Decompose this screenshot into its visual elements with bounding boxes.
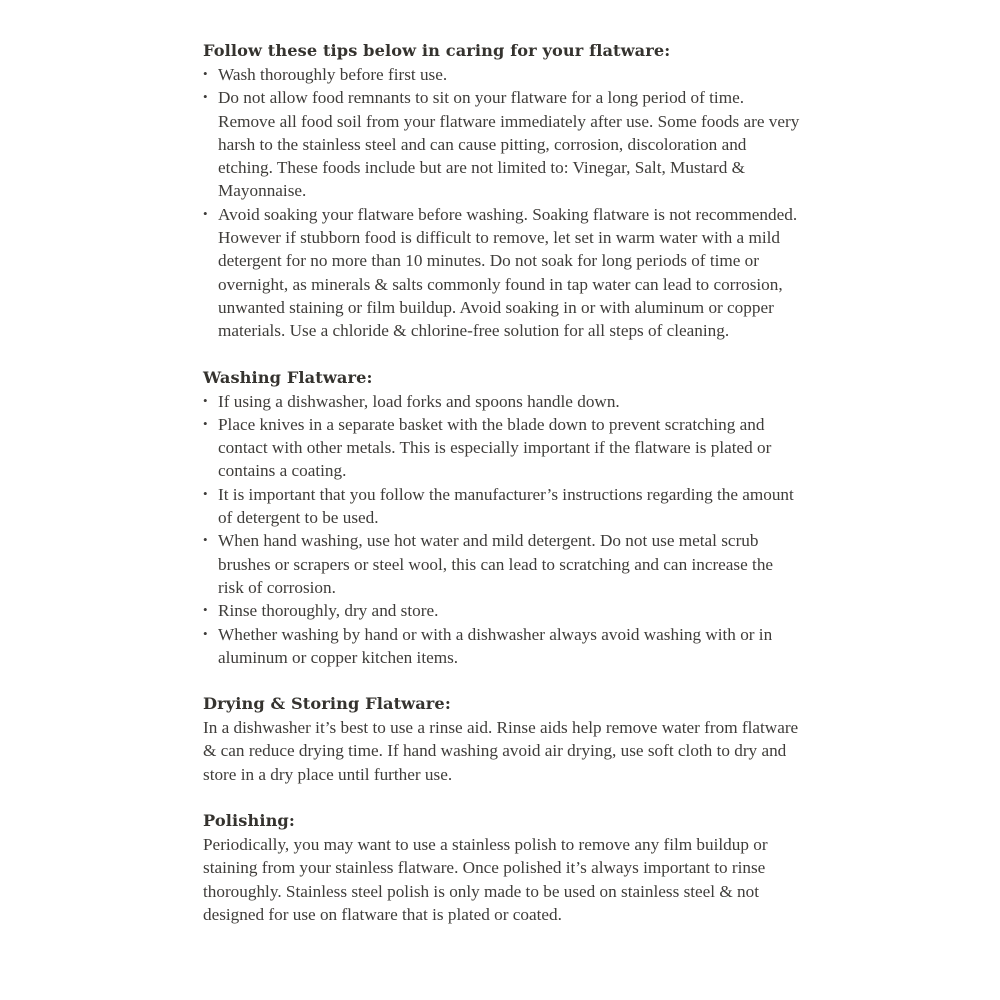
flatware-care-instructions <box>203 40 803 926</box>
list-item: • Avoid soaking your flatware before washing. Soaking flatware is not recommended. However if stubborn food is difficult to remove, let set in warm water with a mild detergent for no more than 10 minutes. Do not soak for long periods of time or overnight, as minerals & salts commonly found in tap water can lead to corrosion, unwanted staining or film buildup. Avoid soaking in or with aluminum or copper materials. Use a chloride & chlorine-free solution for all steps of cleaning. <box>203 203 803 343</box>
section-heading: Washing Flatware: <box>203 367 373 387</box>
list-item: • When hand washing, use hot water and mild detergent. Do not use metal scrub brushes or scrapers or steel wool, this can lead to scratching and can increase the risk of corrosion. <box>203 529 803 599</box>
section-washing-flatware <box>203 367 803 670</box>
list-item: • Do not allow food remnants to sit on your flatware for a long period of time. Remove all food soil from your flatware immediately after use. Some foods are very harsh to the stainless steel and can cause pitting, corrosion, discoloration and etching. These foods include but are not limited to: Vinegar, Salt, Mustard & Mayonnaise. <box>203 86 803 202</box>
list-item: • Wash thoroughly before first use. <box>203 63 803 86</box>
section-polishing <box>203 810 803 926</box>
section-heading: Drying & Storing Flatware: <box>203 694 451 714</box>
section-care-tips <box>203 40 803 343</box>
section-heading: Follow these tips below in caring for your flatware: <box>203 41 671 60</box>
paragraph: In a dishwasher it’s best to use a rinse aid. Rinse aids help remove water from flatware & can reduce drying time. If hand washing avoid air drying, use soft cloth to dry and store in a dry place until further use. <box>203 718 799 784</box>
section-heading: Polishing: <box>203 811 295 831</box>
section-drying-storing <box>203 693 803 786</box>
list-item: • Whether washing by hand or with a dishwasher always avoid washing with or in aluminum or copper kitchen items. <box>203 623 803 670</box>
paragraph: Periodically, you may want to use a stainless polish to remove any film buildup or staining from your stainless flatware. Once polished it’s always important to rinse thoroughly. Stainless steel polish is only made to be used on stainless steel & not designed for use on flatware that is plated or coated. <box>203 835 768 924</box>
list-item: • It is important that you follow the manufacturer’s instructions regarding the amount of detergent to be used. <box>203 483 803 530</box>
list-item: • If using a dishwasher, load forks and spoons handle down. <box>203 390 803 413</box>
list-item: • Place knives in a separate basket with the blade down to prevent scratching and contact with other metals. This is especially important if the flatware is plated or contains a coating. <box>203 413 803 483</box>
list-item: • Rinse thoroughly, dry and store. <box>203 599 803 622</box>
